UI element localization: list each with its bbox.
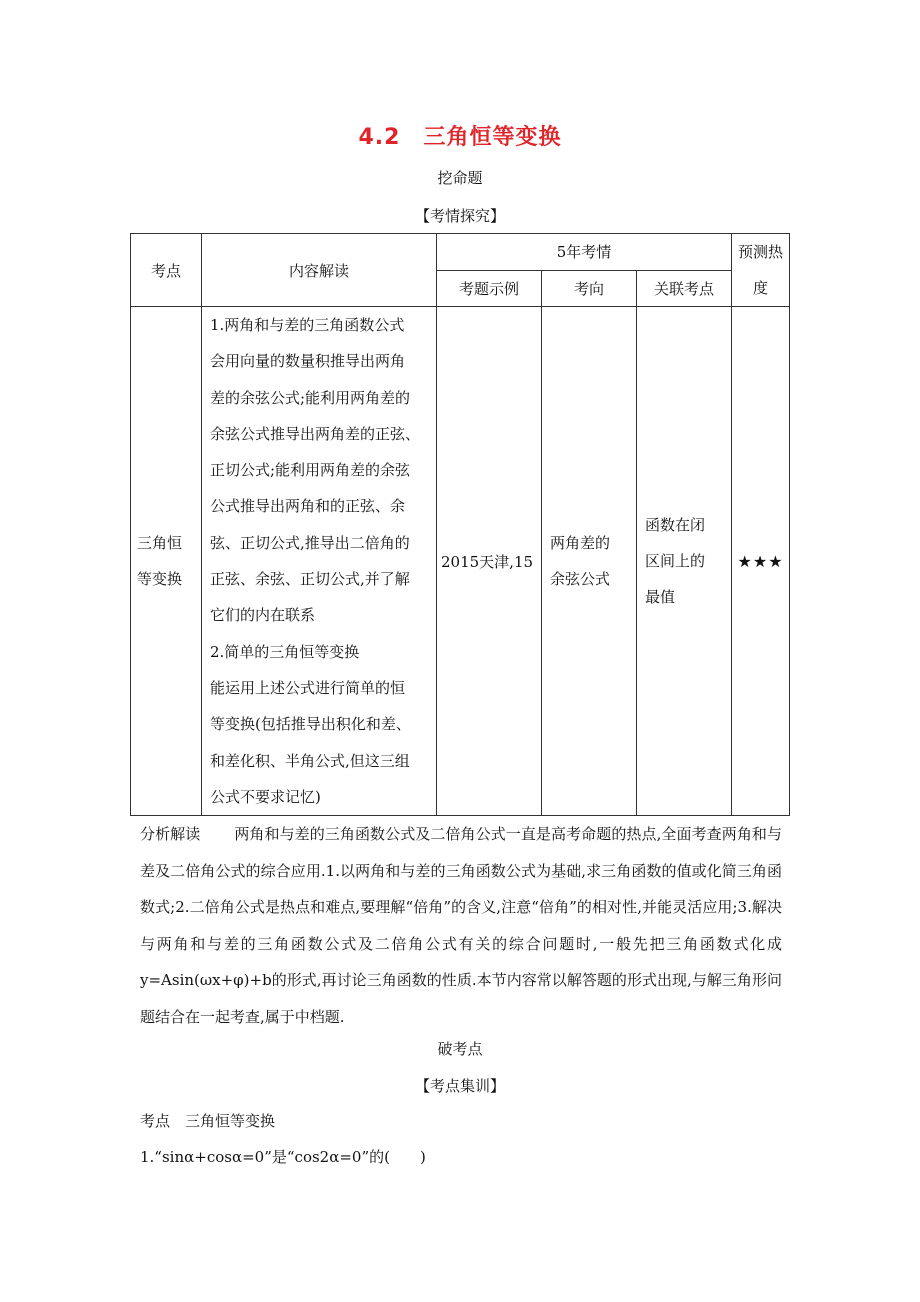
analysis-text: 两角和与差的三角函数公式及二倍角公式一直是高考命题的热点,全面考查两角和与差及二倍角公式的综合应用.1.以两角和与差的三角函数公式为基础,求三角函数的值或化简三角函数式;2.二倍角公式是热点和难点,要理解“倍角”的含义,注意“倍角”的相对性,并能灵活应用;3.解决与两角和与差的三角函数公式及二倍角公式有关的综合问题时,一般先把三角函数式化成y=Asin(ωx+φ)+b的形式,再讨论三角函数的性质.本节内容常以解答题的形式出现,与解三角形问题结合在一起考查,属于中档题. [140, 825, 782, 1026]
neirong-line: 2.简单的三角恒等变换 [210, 642, 360, 661]
header-example: 考题示例 [437, 270, 542, 307]
page-title: 4.2 三角恒等变换 [358, 125, 562, 150]
neirong-line: 公式不要求记忆) [210, 787, 321, 806]
cell-related [637, 307, 732, 816]
header-direction: 考向 [542, 270, 637, 307]
cell-direction [542, 307, 637, 816]
neirong-line: 能运用上述公式进行简单的恒 [210, 678, 406, 697]
cell-example: 2015天津,15 [437, 307, 542, 816]
cell-neirong [202, 307, 437, 816]
neirong-line: 等变换(包括推导出积化和差、 [210, 715, 411, 734]
header-forecast-line-1: 预测热 [738, 243, 784, 261]
analysis-paragraph [140, 816, 782, 1035]
neirong-line: 它们的内在联系 [210, 606, 316, 625]
neirong-line: 1.两角和与差的三角函数公式 [210, 316, 405, 334]
header-forecast-line-2: 度 [753, 279, 769, 297]
header-related: 关联考点 [637, 270, 732, 307]
analysis-lead: 分析解读 [140, 825, 201, 843]
cell-kaodian [131, 307, 202, 816]
section-heading-pokaodian: 破考点 [437, 1040, 483, 1058]
section-subtitle: 挖命题 [437, 169, 483, 187]
neirong-line: 弦、正切公式,推导出二倍角的 [210, 533, 410, 552]
exam-analysis-table [130, 233, 790, 816]
neirong-line: 公式推导出两角和的正弦、余 [210, 497, 406, 516]
kaodian-label: 考点 三角恒等变换 [140, 1112, 276, 1130]
related-line: 最值 [645, 588, 676, 607]
cell-kaodian-line: 三角恒 [137, 534, 183, 553]
header-neirong: 内容解读 [202, 234, 437, 307]
neirong-line: 正切公式;能利用两角差的余弦 [210, 461, 411, 480]
forecast-stars: ★★★ [732, 307, 790, 816]
neirong-line: 余弦公式推导出两角差的正弦、 [210, 424, 421, 443]
header-five-years: 5年考情 [437, 234, 732, 271]
direction-line: 余弦公式 [550, 570, 611, 589]
header-forecast [732, 234, 790, 307]
neirong-line: 正弦、余弦、正切公式,并了解 [210, 570, 410, 589]
question-1: 1.“sinα+cosα=0”是“cos2α=0”的( ) [140, 1148, 426, 1166]
cell-kaodian-line: 等变换 [137, 570, 183, 589]
neirong-line: 差的余弦公式;能利用两角差的 [210, 388, 411, 407]
section-heading-kaoqing: 【考情探究】 [414, 207, 505, 225]
direction-line: 两角差的 [550, 534, 611, 553]
related-line: 区间上的 [645, 552, 706, 571]
section-heading-jixun: 【考点集训】 [414, 1077, 505, 1095]
neirong-line: 会用向量的数量积推导出两角 [210, 352, 406, 371]
neirong-line: 和差化积、半角公式,但这三组 [210, 751, 410, 770]
header-kaodian: 考点 [131, 234, 202, 307]
related-line: 函数在闭 [645, 516, 706, 535]
